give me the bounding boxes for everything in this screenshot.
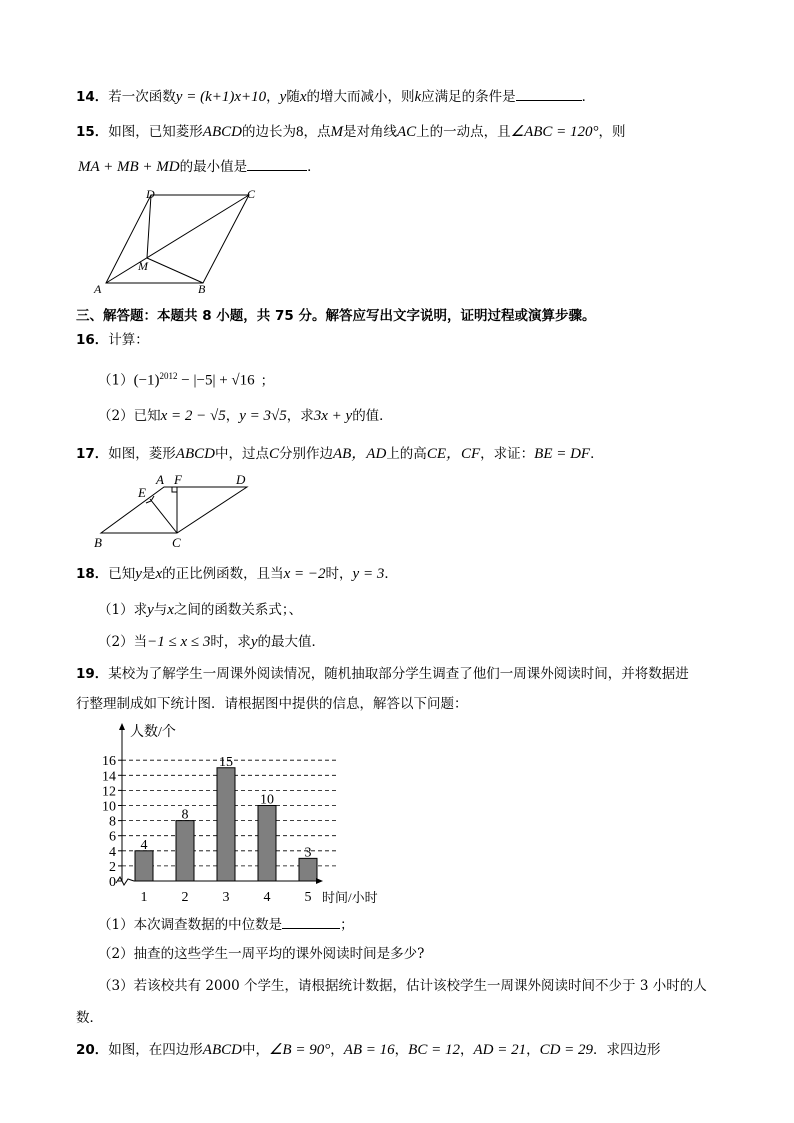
question-number: 19． <box>76 666 109 682</box>
bar <box>217 768 235 881</box>
x-axis-label: 时间/小时 <box>322 890 378 905</box>
y-tick-label: 4 <box>109 844 116 860</box>
data-label: 10 <box>260 792 274 808</box>
y-tick-label: 14 <box>102 769 116 785</box>
question-15-line2: MA + MB + MD的最小值是 ． <box>78 156 321 177</box>
question-18-part1: （1）求y与x之间的函数关系式；、 <box>98 602 303 618</box>
question-number: 20． <box>76 1042 109 1058</box>
data-label: 15 <box>219 754 233 770</box>
question-number: 18． <box>76 566 109 582</box>
y-tick-label: 12 <box>102 784 116 800</box>
section-heading: 三、解答题：本题共 8 小题，共 75 分。解答应写出文字说明，证明过程或演算步骤。 <box>76 308 596 324</box>
label-B: B <box>94 535 102 550</box>
data-label: 8 <box>181 807 189 823</box>
x-tick-label: 2 <box>181 890 189 905</box>
question-20: 20．如图，在四边形ABCD中，∠B = 90°，AB = 16，BC = 12，AD = 21，CD = 29．求四边形 <box>76 1042 661 1058</box>
label-A: A <box>156 472 164 487</box>
question-18: 18．已知y是x的正比例函数，且当x = −2时，y = 3． <box>76 566 398 582</box>
answer-blank[interactable] <box>247 156 307 171</box>
x-tick-label: 3 <box>222 890 230 905</box>
rhombus-figure-15 <box>90 186 270 296</box>
label-C: C <box>247 187 256 201</box>
question-number: 16． <box>76 332 109 348</box>
y-tick-label: 2 <box>109 859 116 875</box>
answer-blank[interactable] <box>282 914 340 929</box>
question-16: 16．计算： <box>76 332 149 348</box>
x-tick-label: 4 <box>263 890 271 905</box>
label-E: E <box>138 485 146 500</box>
bar <box>176 821 194 881</box>
label-B: B <box>198 282 206 296</box>
question-number: 14． <box>76 89 109 105</box>
reading-time-bar-chart <box>90 720 410 912</box>
y-tick-label: 8 <box>109 814 116 830</box>
question-number: 17． <box>76 446 109 462</box>
y-axis-label: 人数/个 <box>130 725 176 740</box>
question-19-line2: 行整理制成如下统计图．请根据图中提供的信息，解答以下问题： <box>76 696 468 712</box>
question-17: 17．如图，菱形ABCD中，过点C分别作边AB，AD上的高CE，CF，求证：BE = DF． <box>76 446 604 462</box>
question-15: 15．如图，已知菱形ABCD的边长为8，点M是对角线AC上的一动点，且∠ABC = 120°，则 <box>76 124 626 140</box>
label-D: D <box>236 472 246 487</box>
question-16-part1: $(1)(-1)^{2012} - |-5| + √16$ ； <box>98 371 275 389</box>
y-tick-label: 6 <box>109 829 116 845</box>
x-tick-label: 5 <box>304 890 312 905</box>
label-D: D <box>146 187 155 201</box>
rhombus-figure-17 <box>90 470 260 552</box>
y-axis-arrow <box>119 723 125 730</box>
x-tick-label: 1 <box>140 890 148 905</box>
question-18-part2: （2）当−1 ≤ x ≤ 3时，求y的最大值． <box>98 634 326 650</box>
question-19-part1: （1）本次调查数据的中位数是 ； <box>98 914 354 935</box>
data-label: 3 <box>304 845 312 861</box>
y-tick-label: 0 <box>109 875 116 890</box>
question-14: 14．若一次函数y = (k+1)x+10，y随x的增大而减小，则k应满足的条件是 ． <box>76 86 595 107</box>
question-number: 15． <box>76 124 109 140</box>
bar <box>258 806 276 882</box>
math-expression: y = (k+1)x+10 <box>175 89 267 105</box>
bar <box>135 851 153 881</box>
question-19-part3: （3）若该校共有 2000 个学生，请根据统计数据，估计该校学生一周课外阅读时间不少于 3 小时的人 <box>98 978 707 994</box>
answer-blank[interactable] <box>516 86 582 101</box>
question-19-part3-line2: 数． <box>76 1010 103 1026</box>
label-M: M <box>138 259 148 273</box>
x-axis-arrow <box>316 878 323 884</box>
label-A: A <box>94 282 102 296</box>
y-tick-label: 16 <box>102 754 116 770</box>
data-label: 4 <box>140 837 148 853</box>
bar <box>299 858 317 881</box>
question-19-part2: （2）抽查的这些学生一周平均的课外阅读时间是多少? <box>98 946 425 962</box>
label-F: F <box>174 472 182 487</box>
label-C: C <box>172 535 181 550</box>
y-tick-label: 10 <box>102 799 116 815</box>
question-19: 19．某校为了解学生一周课外阅读情况，随机抽取部分学生调查了他们一周课外阅读时间，并将数据进 <box>76 666 689 682</box>
question-16-part2: （2）已知x = 2 − √5，y = 3√5，求3x + y的值． <box>98 408 393 424</box>
